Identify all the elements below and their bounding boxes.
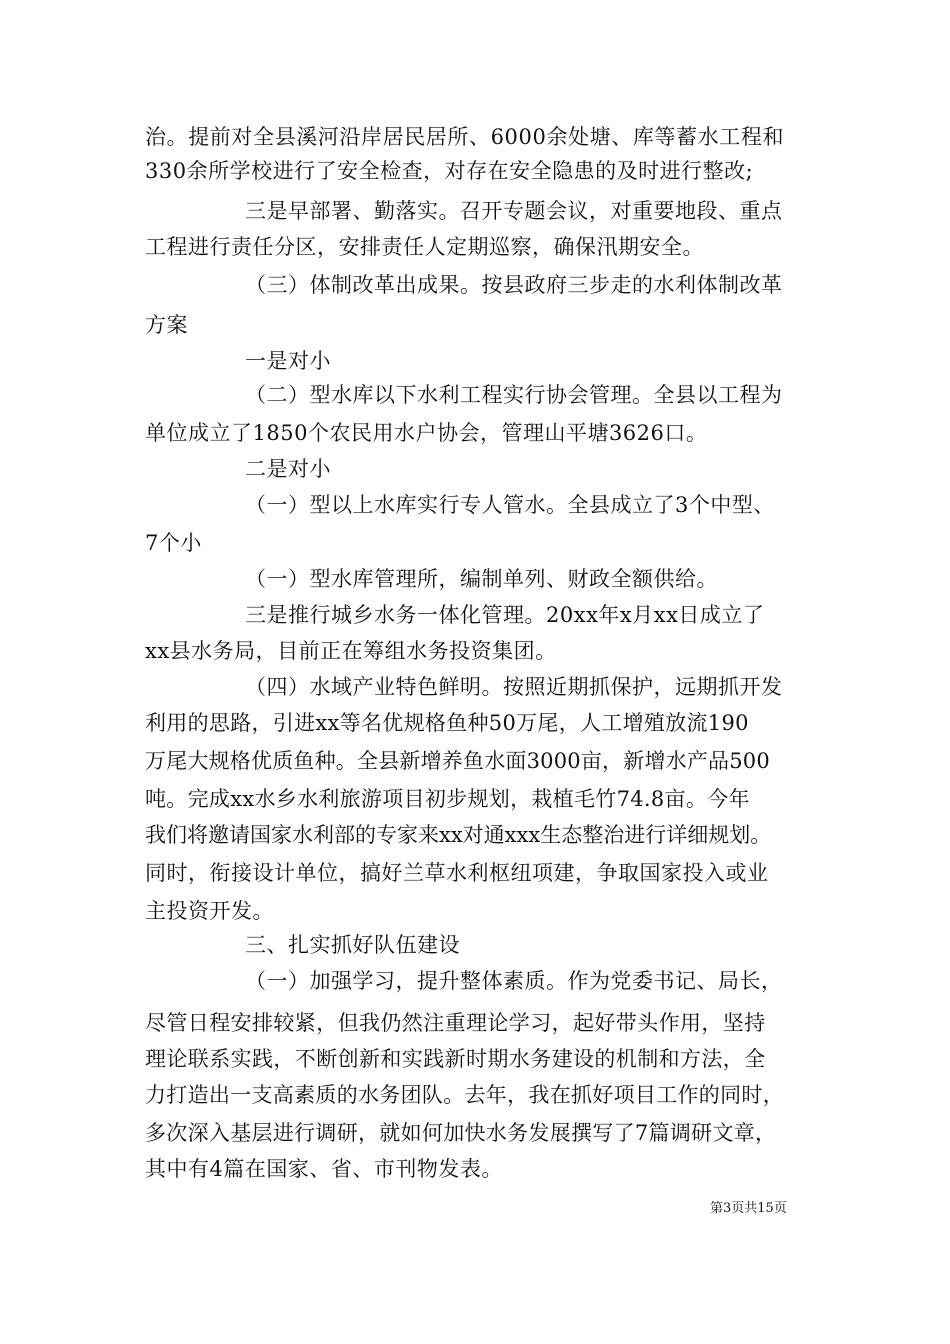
body-text-line: 二是对小 [245, 457, 331, 481]
body-text-line: 吨。完成xx水乡水利旅游项目初步规划，栽植毛竹74.8亩。今年 [145, 787, 750, 811]
body-text-line: （二）型水库以下水利工程实行协会管理。全县以工程为 [245, 383, 783, 407]
body-text-line: 万尾大规格优质鱼种。全县新增养鱼水面3000亩，新增水产品500 [145, 749, 770, 773]
page-number-footer: 第3页共15页 [710, 1201, 787, 1216]
section-heading: 三、扎实抓好队伍建设 [245, 933, 460, 957]
body-text-line: （一）加强学习，提升整体素质。作为党委书记、局长， [245, 969, 783, 993]
body-text-line: （四）水域产业特色鲜明。按照近期抓保护，远期抓开发 [245, 675, 783, 699]
body-text-line: 工程进行责任分区，安排责任人定期巡察，确保汛期安全。 [145, 235, 704, 259]
body-text-line: 330余所学校进行了安全检查，对存在安全隐患的及时进行整改; [145, 159, 754, 183]
body-text-line: 单位成立了1850个农民用水户协会，管理山平塘3626口。 [145, 421, 708, 445]
body-text-line: 同时，衔接设计单位，搞好兰草水利枢纽项建，争取国家投入或业 [145, 861, 769, 885]
body-text-line: 多次深入基层进行调研，就如何加快水务发展撰写了7篇调研文章， [145, 1121, 777, 1145]
body-text-line: 一是对小 [245, 349, 331, 373]
body-text-line: 利用的思路，引进xx等名优规格鱼种50万尾，人工增殖放流190 [145, 711, 749, 735]
body-text-line: 尽管日程安排较紧，但我仍然注重理论学习，起好带头作用，坚持 [145, 1011, 766, 1035]
body-text-line: 理论联系实践，不断创新和实践新时期水务建设的机制和方法，全 [145, 1047, 766, 1071]
body-text-line: （三）体制改革出成果。按县政府三步走的水利体制改革 [245, 273, 783, 297]
body-text-line: 三是早部署、勤落实。召开专题会议，对重要地段、重点 [245, 199, 783, 223]
body-text-line: （一）型以上水库实行专人管水。全县成立了3个中型、 [245, 493, 775, 517]
body-text-line: xx县水务局，目前正在筹组水务投资集团。 [145, 639, 557, 663]
body-text-line: 方案 [145, 313, 188, 337]
body-text-line: 主投资开发。 [145, 899, 274, 923]
body-text-line: 治。提前对全县溪河沿岸居民居所、6000余处塘、库等蓄水工程和 [145, 125, 785, 149]
body-text-line: （一）型水库管理所，编制单列、财政全额供给。 [245, 567, 718, 591]
body-text-line: 三是推行城乡水务一体化管理。20xx年x月xx日成立了 [245, 603, 765, 627]
body-text-line: 力打造出一支高素质的水务团队。去年，我在抓好项目工作的同时， [145, 1083, 784, 1107]
body-text-line: 7个小 [145, 531, 202, 555]
body-text-line: 其中有4篇在国家、省、市刊物发表。 [145, 1157, 503, 1181]
body-text-line: 我们将邀请国家水利部的专家来xx对通xxx生态整治进行详细规划。 [145, 823, 772, 847]
